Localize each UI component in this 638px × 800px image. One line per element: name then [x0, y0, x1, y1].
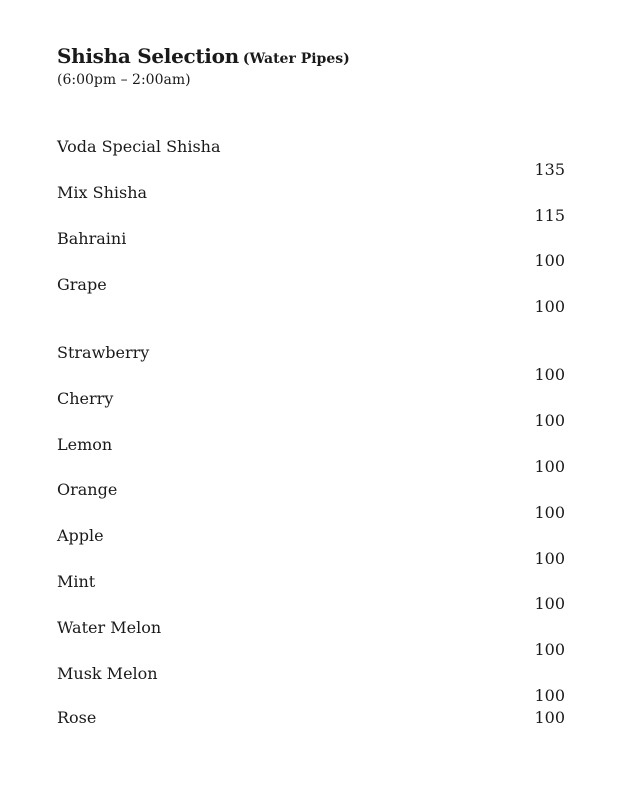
- menu-item-price: 135: [534, 160, 565, 179]
- menu-item-name: Lemon: [57, 435, 113, 454]
- menu-hours: (6:00pm – 2:00am): [57, 72, 191, 88]
- menu-item-price: 100: [534, 708, 565, 727]
- menu-item-price: 100: [534, 365, 565, 384]
- menu-item-name: Voda Special Shisha: [57, 137, 221, 156]
- menu-item-name: Mint: [57, 572, 96, 591]
- menu-item-name: Mix Shisha: [57, 183, 148, 202]
- menu-item-name: Apple: [57, 526, 104, 545]
- menu-item-price: 100: [534, 457, 565, 476]
- menu-heading: [57, 44, 350, 68]
- menu-item-name: Grape: [57, 275, 107, 294]
- menu-item-price: 100: [534, 594, 565, 613]
- menu-item-price: 115: [534, 206, 565, 225]
- menu-item-name: Musk Melon: [57, 664, 158, 683]
- menu-item-price: 100: [534, 297, 565, 316]
- menu-subtitle: (Water Pipes): [242, 51, 350, 67]
- menu-item-price: 100: [534, 251, 565, 270]
- menu-item-name: Orange: [57, 480, 118, 499]
- menu-item-price: 100: [534, 411, 565, 430]
- menu-item-price: 100: [534, 640, 565, 659]
- menu-item-name: Water Melon: [57, 618, 162, 637]
- menu-item-name: Strawberry: [57, 343, 150, 362]
- menu-item-name: Bahraini: [57, 229, 127, 248]
- menu-item-name: Cherry: [57, 389, 114, 408]
- menu-item-price: 100: [534, 686, 565, 705]
- menu-item-price: 100: [534, 549, 565, 568]
- menu-item-price: 100: [534, 503, 565, 522]
- menu-title: Shisha Selection: [57, 44, 239, 68]
- menu-item-name: Rose: [57, 708, 97, 727]
